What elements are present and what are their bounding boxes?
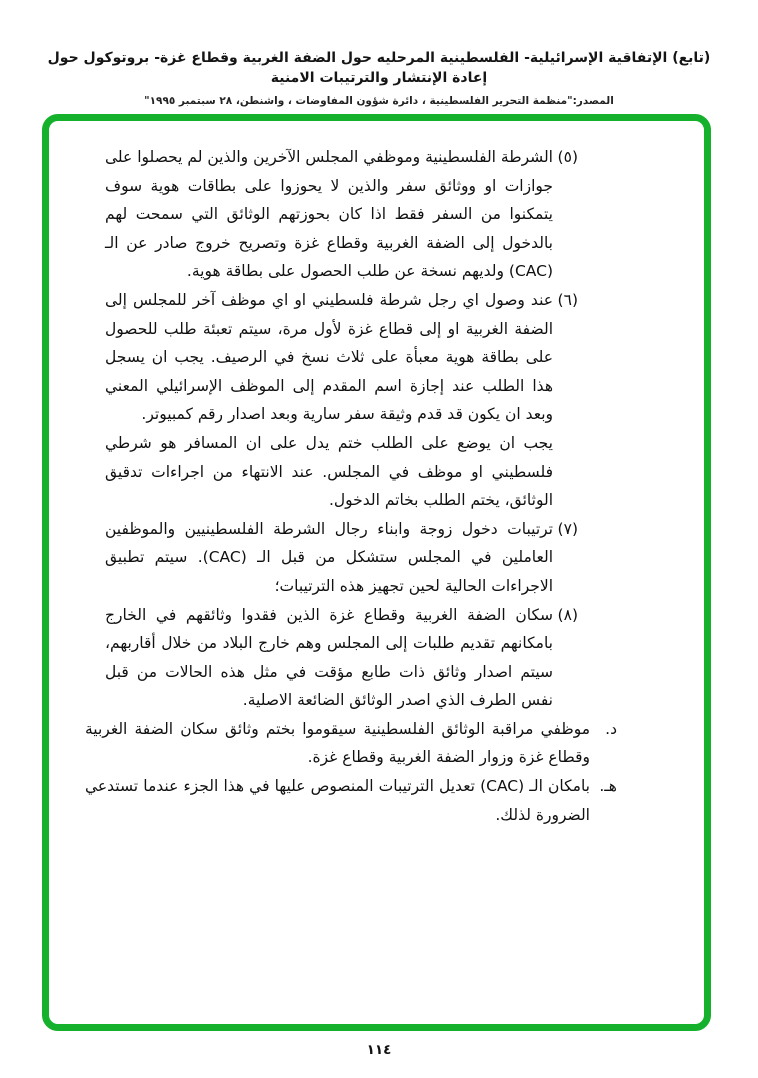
item-paragraph: بامكان الـ (CAC) تعديل الترتيبات المنصوص عليها في هذا الجزء عندما تستدعي الضرورة لذلك. — [85, 777, 590, 824]
document-header — [0, 48, 758, 107]
document-title: (تابع) الإتفاقية الإسرائيلية- الفلسطينية المرحليه حول الضفة الغربية وقطاع غزة- بروتوكول حول إعادة الإنتشار والترتيبات الامنية — [47, 50, 711, 86]
item-marker: د. — [605, 719, 617, 738]
document-source-line: المصدر:"منظمة التحرير الفلسطينية ، دائرة شؤون المفاوضات ، واشنطن، ٢٨ سبتمبر ١٩٩٥" — [144, 95, 614, 107]
item-paragraph: عند وصول اي رجل شرطة فلسطيني او اي موظف آخر للمجلس إلى الضفة الغربية او إلى قطاع غزة لأول مرة، سيتم تعبئة طلب للحصول على بطاقة هوية معبأة على ثلاث نسخ في الرصيف. يجب ان يسجل هذا الطلب عند إجازة اسم المقدم إلى الموظف الإسرائيلي المعني وبعد ان يكون قد قدم وثيقة سفر سارية وبعد اصدار رقم كمبيوتر. — [105, 290, 553, 424]
page-number: ١١٤ — [366, 1042, 392, 1058]
item-marker: (٨) — [557, 605, 578, 624]
item-paragraph: سكان الضفة الغربية وقطاع غزة الذين فقدوا وثائقهم في الخارج بامكانهم تقديم طلبات إلى المجلس وهم خارج البلاد من خلال أقاربهم، سيتم اصدار وثائق ذات طابع مؤقت في مثل هذه الحالات من قبل نفس الطرف الذي اصدر الوثائق الضائعة الاصلية. — [105, 605, 553, 710]
lettered-item-2 — [85, 772, 617, 829]
item-marker: (٥) — [557, 148, 578, 166]
document-body — [85, 143, 617, 829]
item-marker: هـ. — [599, 777, 617, 796]
numbered-item-3 — [105, 515, 578, 601]
item-marker: (٧) — [557, 519, 578, 538]
numbered-item-1 — [105, 143, 578, 286]
item-paragraph: الشرطة الفلسطينية وموظفي المجلس الآخرين والذين لم يحصلوا على جوازات او ووثائق سفر والذين لا يحوزوا على بطاقات هوية سوف يتمكنوا من السفر فقط اذا كان بحوزتهم الوثائق التي سمحت لهم بالدخول إلى الضفة الغربية وقطاع غزة وتصريح خروج صادر عن الـ (CAC) ولديهم نسخة عن طلب الحصول على بطاقة هوية. — [105, 148, 553, 281]
lettered-item-1 — [85, 715, 617, 772]
item-paragraph: يجب ان يوضع على الطلب ختم يدل على ان المسافر هو شرطي فلسطيني او موظف في المجلس. عند الانتهاء من اجراءات تدقيق الوثائق، يختم الطلب بخاتم الدخول. — [105, 433, 553, 510]
item-marker: (٦) — [557, 290, 578, 309]
numbered-item-4 — [105, 601, 578, 715]
numbered-item-2 — [105, 286, 578, 515]
content-frame-border — [42, 114, 711, 1031]
item-paragraph: ترتيبات دخول زوجة وابناء رجال الشرطة الفلسطينيين والموظفين العاملين في المجلس ستشكل من قبل الـ (CAC). سيتم تطبيق الاجراءات الحالية لحين تجهيز هذه الترتيبات؛ — [105, 519, 554, 595]
item-paragraph: موظفي مراقبة الوثائق الفلسطينية سيقوموا بختم وثائق سكان الضفة الغربية وقطاع غزة وزوار الضفة الغربية وقطاع غزة. — [85, 719, 590, 767]
